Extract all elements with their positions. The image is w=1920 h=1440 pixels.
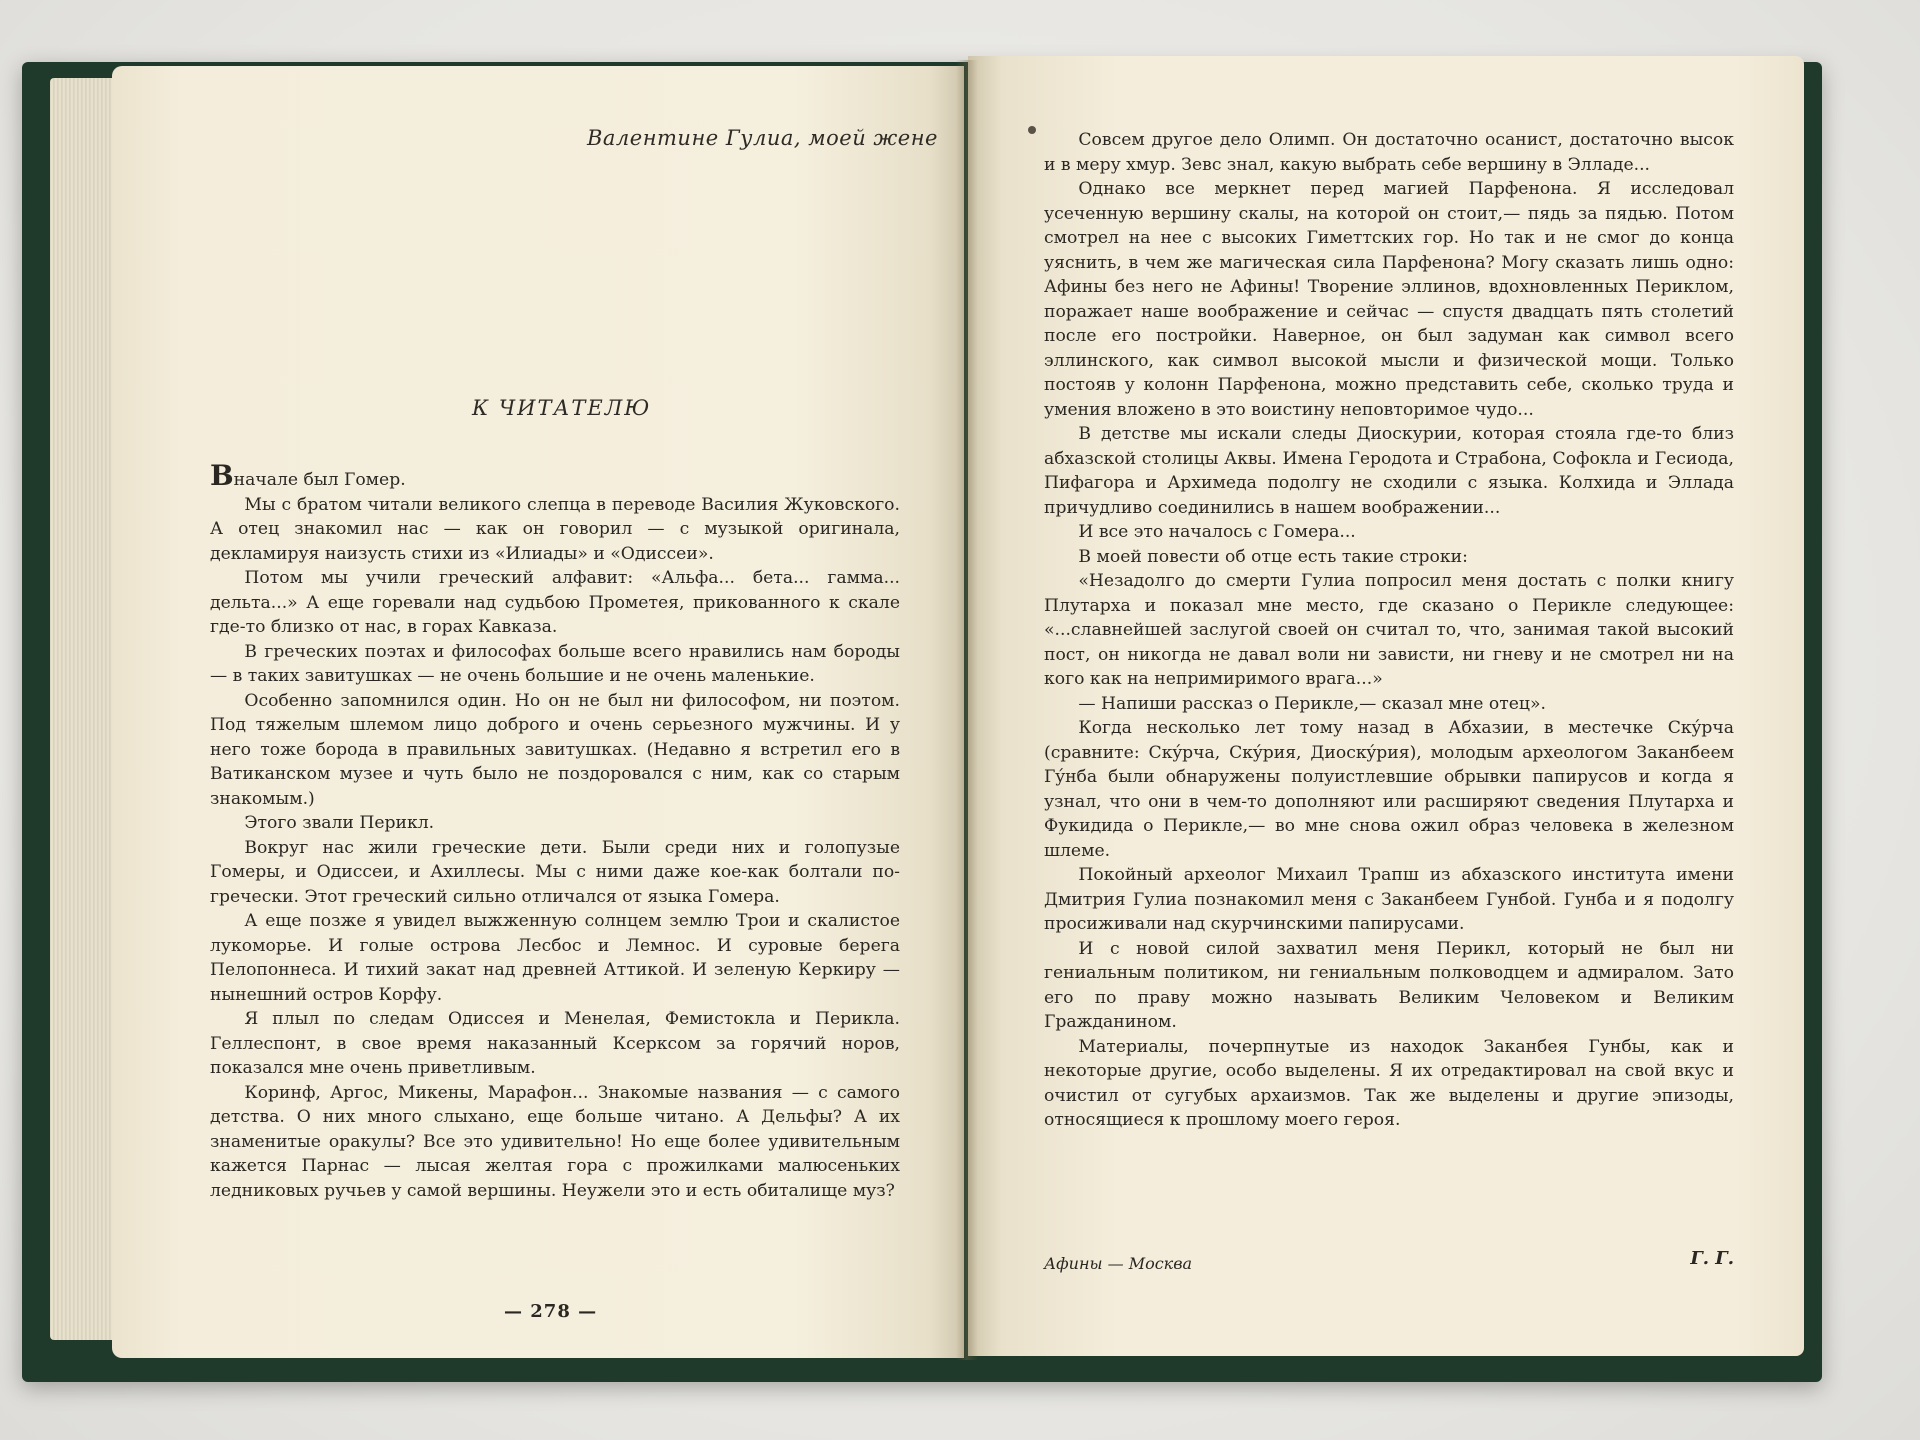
right-page [968,56,1804,1356]
paragraph: Покойный археолог Михаил Трапш из абхазского института имени Дмитрия Гулиа познакомил меня с Заканбеем Гунбой. Гунба и я подолгу просиживали над скурчинскими папирусами. [1044,865,1734,934]
dedication: Валентине Гулиа, моей жене [586,126,938,150]
paragraph: А еще позже я увидел выжженную солнцем землю Трои и скалистое лукоморье. И голые острова Лесбос и Лемнос. И суровые берега Пелопоннеса. И тихий закат над древней Аттикой. И зеленую Керкиру — нынешний остров Корфу. [210,911,900,1005]
paragraph: В греческих поэтах и философах больше всего нравились нам бороды — в таких завитушках — не очень большие и не очень маленькие. [210,641,900,686]
paragraph: Коринф, Аргос, Микены, Марафон... Знакомые названия — с самого детства. О них много слыхано, еще больше читано. А Дельфы? А их знаменитые оракулы? Все это удивительно! Но еще более удивительным кажется Парнас — лысая желтая гора с прожилками малюсеньких ледниковых ручьев у самой вершины. Неужели это и есть обиталище муз? [210,1082,900,1201]
paragraph: Потом мы учили греческий алфавит: «Альфа... бета... гамма... дельта...» А еще горевали над судьбою Прометея, прикованного к скале где-то близко от нас, в горах Кавказа. [210,568,900,637]
left-page-body [210,459,900,1203]
right-page-body [1044,128,1734,1133]
paragraph: Я плыл по следам Одиссея и Менелая, Фемистокла и Перикла. Геллеспонт, в свое время наказанный Ксерксом за горячий норов, показался мне очень приветливым. [210,1009,900,1078]
book-gutter [956,60,978,1360]
paragraph: Материалы, почерпнутые из находок Заканбея Гунбы, как и некоторые другие, особо выделены. Я их отредактировал на свой вкус и очистил от сугубых архаизмов. Так же выделены и другие эпизоды, относящиеся к прошлому моего героя. [1044,1036,1734,1130]
paragraph: Этого звали Перикл. [244,813,435,833]
ink-mark [1028,126,1036,134]
author-initials: Г. Г. [1690,1248,1734,1269]
opening-line: начале был Гомер. [233,470,406,490]
paragraph: И все это началось с Гомера... [1078,522,1356,542]
signature-block [1044,1248,1734,1278]
paragraph: Совсем другое дело Олимп. Он достаточно осанист, достаточно высок и в меру хмур. Зевс знал, какую выбрать себе вершину в Элладе... [1044,130,1734,175]
paragraph: Вокруг нас жили греческие дети. Были среди них и голопузые Гомеры, и Одиссеи, и Ахиллесы. Мы с ними даже кое-как болтали по-гречески. Этот греческий сильно отличался от языка Гомера. [210,837,900,907]
paragraph: Мы с братом читали великого слепца в переводе Василия Жуковского. А отец знакомил нас — как он говорил — с музыкой оригинала, декламируя наизусть стихи из «Илиады» и «Одиссеи». [210,494,900,564]
paragraph: Особенно запомнился один. Но он не был ни философом, ни поэтом. Под тяжелым шлемом лицо доброго и очень серьезного мужчины. И у него тоже борода в правильных завитушках. (Недавно я встретил его в Ватиканском музее и чуть было не поздоровался с ним, как со старым знакомым.) [210,690,900,809]
paragraph: И с новой силой захватил меня Перикл, который не был ни гениальным политиком, ни гениальным полководцем и адмиралом. Зато его по праву можно называть Великим Человеком и Великим Гражданином. [1044,938,1734,1032]
left-page [112,66,964,1358]
chapter-title: К ЧИТАТЕЛЮ [472,396,652,420]
drop-cap: В [210,459,234,492]
page-edges [50,78,120,1340]
paragraph: «Незадолго до смерти Гулиа попросил меня достать с полки книгу Плутарха и показал мне место, где сказано о Перикле следующее: «...славнейшей заслугой своей он считал то, что, занимая такой высокий пост, он никогда не давал воли ни зависти, ни гневу и не смотрел ни на кого как на непримиримого врага...» [1044,571,1734,689]
paragraph: В моей повести об отце есть такие строки: [1078,546,1468,567]
paragraph: — Напиши рассказ о Перикле,— сказал мне отец». [1078,693,1546,714]
page-number: — 278 — [504,1301,598,1322]
place-line: Афины — Москва [1044,1254,1193,1273]
paragraph: Однако все меркнет перед магией Парфенона. Я исследовал усеченную вершину скалы, на которой он стоит,— пядь за пядью. Потом смотрел на нее с высоких Гиметтских гор. Но так и не смог до конца уяснить, в чем же магическая сила Парфенона? Могу сказать лишь одно: Афины без него не Афины! Творение эллинов, вдохновленных Периклом, поражает наше воображение и сейчас — спустя двадцать пять столетий после его постройки. Наверное, он был задуман как символ всего эллинского, как символ высокой мысли и физической мощи. Только постояв у колонн Парфенона, можно представить себе, сколько труда и умения вложено в это воистину неповторимое чудо... [1044,179,1734,420]
paragraph: Когда несколько лет тому назад в Абхазии, в местечке Скýрча (сравните: Скýрча, Скýрия, Диоскýрия), молодым археологом Заканбеем Гýнба были обнаружены полуистлевшие обрывки папирусов и когда я узнал, что они в чем-то дополняют или расширяют сведения Плутарха и Фукидида о Перикле,— во мне снова ожил образ человека в железном шлеме. [1044,718,1734,861]
paragraph: В детстве мы искали следы Диоскурии, которая стояла где-то близ абхазской столицы Аквы. Имена Геродота и Страбона, Софокла и Гесиода, Пифагора и Архимеда подолгу не сходили с языка. Колхида и Эллада причудливо соединились в нашем воображении... [1044,424,1734,518]
opening-paragraph [210,459,900,493]
